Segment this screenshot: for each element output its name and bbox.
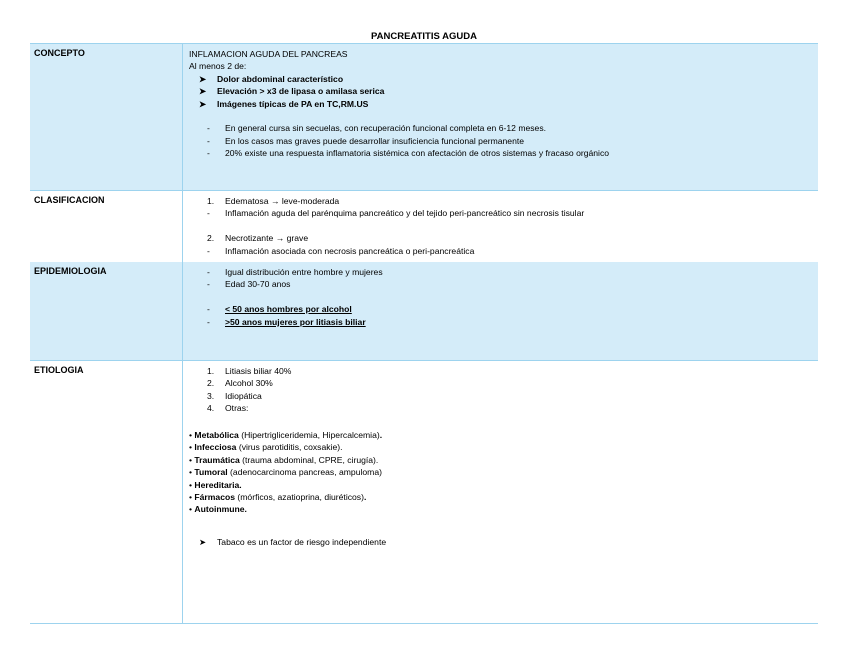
list-item: - Igual distribución entre hombre y mujeres [207, 267, 383, 277]
list-item: - Edad 30-70 anos [207, 279, 291, 290]
arrow-bullet-icon: ➤ [199, 98, 207, 109]
list-item: 1. Edematosa → leve-moderada [207, 196, 340, 206]
list-item: 3. Idiopática [207, 390, 262, 401]
list-item: ➤ Elevación > x3 de lipasa o amilasa serica [199, 86, 385, 97]
list-item: • Hereditaria. [189, 479, 242, 490]
list-item: ➤ Dolor abdominal característico [199, 73, 344, 84]
list-item: • Metabólica (Hipertrigliceridemia, Hipercalcemia). [189, 429, 383, 440]
arrow-bullet-icon: ➤ [199, 537, 207, 548]
row-epidemiologia [30, 262, 818, 360]
document-title: PANCREATITIS AGUDA [371, 31, 477, 42]
row-content [182, 361, 818, 623]
list-item: 4. Otras: [207, 403, 249, 414]
list-item: 2. Necrotizante → grave [207, 233, 309, 244]
row-label: EPIDEMIOLOGIA [34, 266, 107, 276]
list-item: • Infecciosa (virus parotiditis, coxsakie). [189, 442, 343, 453]
list-item: 2. Alcohol 30% [207, 378, 273, 389]
list-item: 1. Litiasis biliar 40% [207, 366, 292, 376]
list-item: - Inflamación aguda del parénquima pancreático y del tejido peri-pancreático sin necrosis tisular [207, 208, 585, 219]
list-item: • Fármacos (mórficos, azatioprina, diuréticos). [189, 491, 367, 502]
arrow-bullet-icon: ➤ [199, 73, 207, 84]
summary-table [30, 43, 818, 624]
row-concepto [30, 44, 818, 190]
list-item: • Traumática (trauma abdominal, CPRE, cirugía). [189, 454, 379, 465]
text-line: INFLAMACION AGUDA DEL PANCREAS [189, 49, 348, 59]
list-item: - Inflamación asociada con necrosis pancreática o peri-pancreática [207, 245, 475, 256]
row-label: CLASIFICACION [34, 195, 105, 205]
list-item: - 20% existe una respuesta inflamatoria sistémica con afectación de otros sistemas y fracaso orgánico [207, 148, 610, 159]
list-item: • Tumoral (adenocarcinoma pancreas, ampuloma) [189, 467, 382, 478]
arrow-bullet-icon: ➤ [199, 86, 207, 97]
row-label: CONCEPTO [34, 48, 85, 58]
list-item: ➤ Tabaco es un factor de riesgo independiente [199, 537, 387, 548]
list-item: - >50 anos mujeres por litiasis biliar [207, 316, 366, 327]
list-item: - En general cursa sin secuelas, con recuperación funcional completa en 6-12 meses. [207, 123, 547, 134]
text-line: Al menos 2 de: [189, 61, 247, 72]
row-content [182, 44, 818, 190]
list-item: • Autoinmune. [189, 504, 247, 515]
row-label: ETIOLOGIA [34, 365, 84, 375]
list-item: ➤ Imágenes típicas de PA en TC,RM.US [199, 98, 369, 109]
row-content [182, 262, 818, 360]
row-content [182, 191, 818, 262]
list-item: - < 50 anos hombres por alcohol [207, 304, 352, 315]
list-item: - En los casos mas graves puede desarrollar insuficiencia funcional permanente [207, 135, 525, 146]
row-etiologia [30, 360, 818, 623]
row-clasificacion [30, 190, 818, 262]
